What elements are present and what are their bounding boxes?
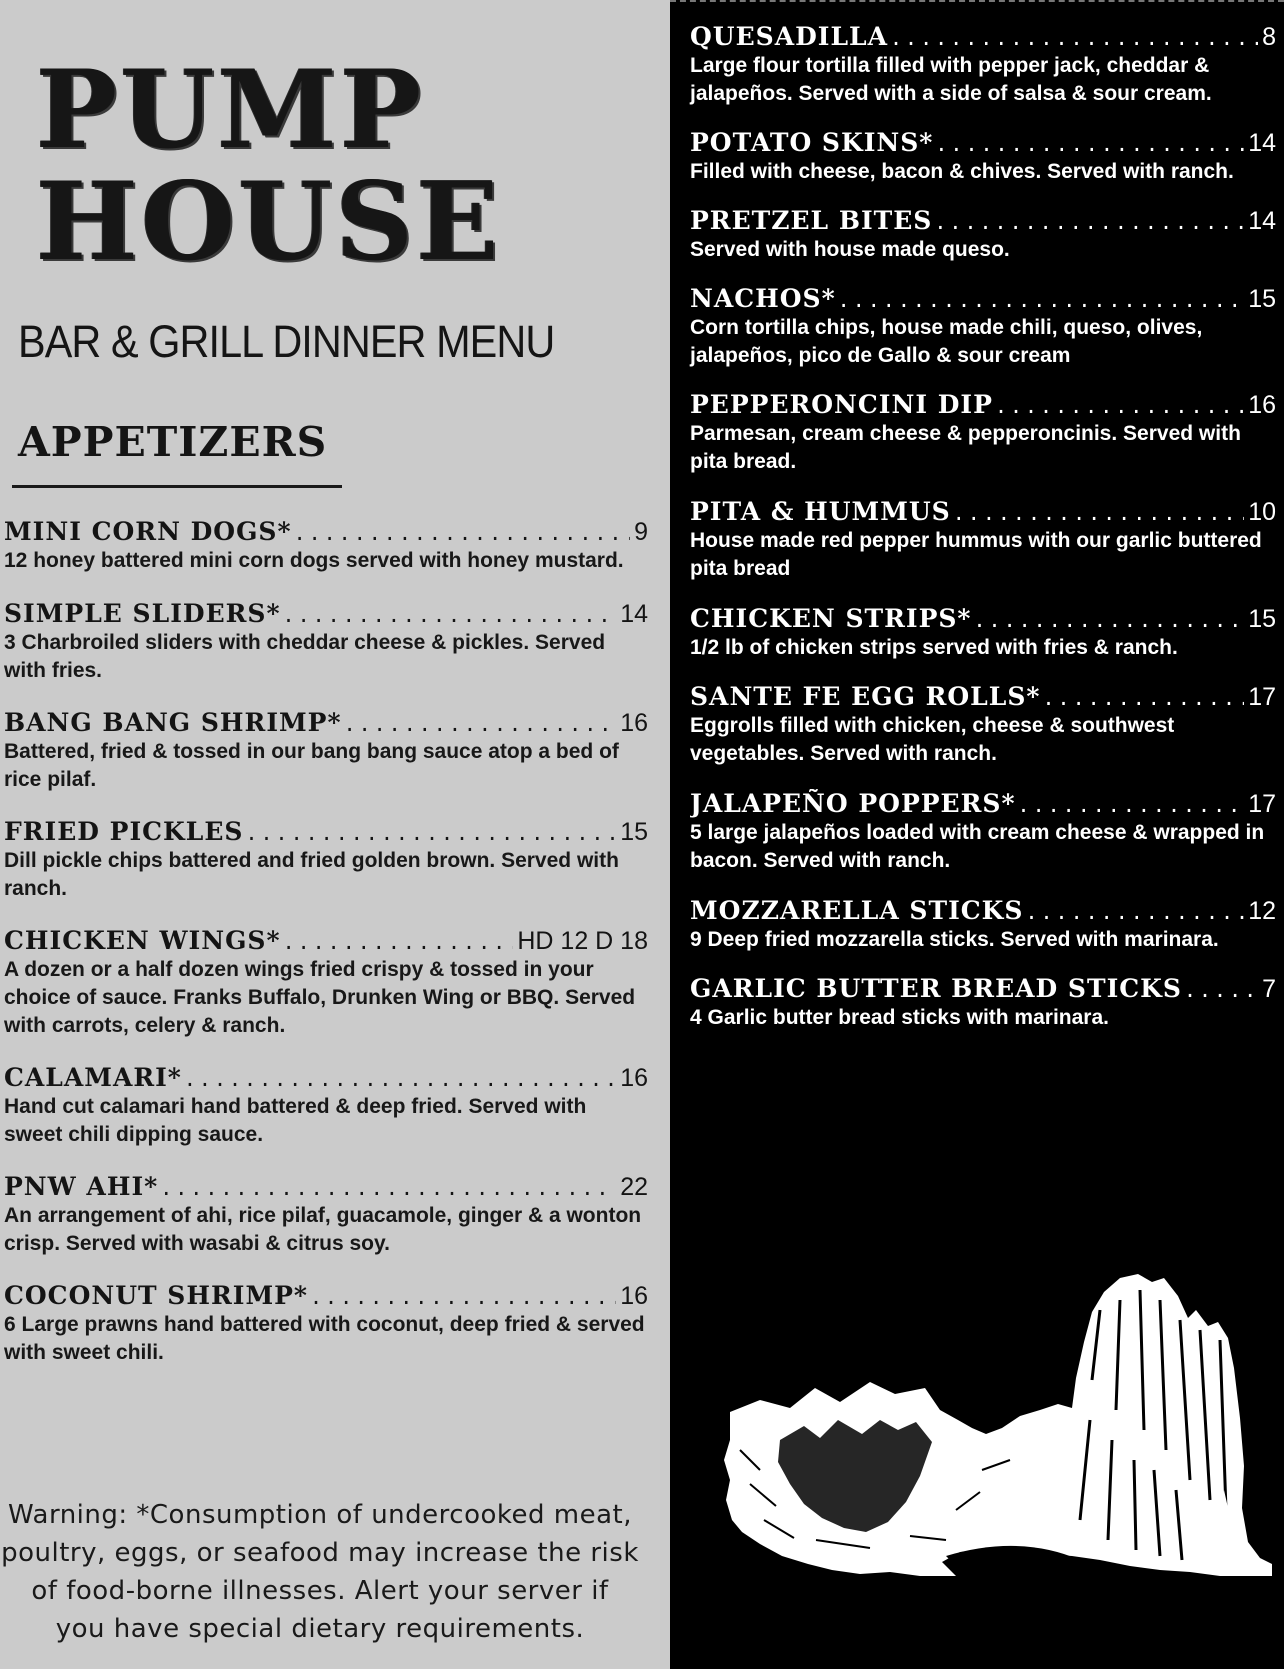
menu-item-simple-sliders <box>4 599 650 685</box>
mountain-landscape-icon <box>720 1270 1280 1590</box>
dot-leader <box>160 1176 616 1200</box>
dot-leader <box>1025 900 1244 924</box>
item-description: 3 Charbroiled sliders with cheddar cheese & pickles. Served with fries. <box>4 631 606 682</box>
right-panel <box>670 0 1284 1669</box>
item-description: Dill pickle chips battered and fried golden brown. Served with ranch. <box>4 849 619 900</box>
menu-item-nachos <box>690 284 1278 370</box>
menu-item-sante-fe-egg-rolls <box>690 682 1278 768</box>
item-description: House made red pepper hummus with our garlic buttered pita bread <box>690 529 1262 580</box>
brand-line-1: PUMP <box>36 47 425 173</box>
item-price: 17 <box>1248 683 1276 711</box>
dot-leader <box>1042 686 1244 710</box>
brand-line-2: HOUSE <box>36 159 502 285</box>
item-description: Large flour tortilla filled with pepper jack, cheddar & jalapeños. Served with a side of salsa & sour cream. <box>690 54 1212 105</box>
menu-item-pnw-ahi <box>4 1172 650 1258</box>
menu-subtitle: BAR & GRILL DINNER MENU <box>18 316 555 367</box>
item-price: 14 <box>1248 129 1276 157</box>
item-description: 5 large jalapeños loaded with cream cheese & wrapped in bacon. Served with ranch. <box>690 821 1265 872</box>
item-price: 14 <box>620 600 648 628</box>
menu-item-jalapeno-poppers <box>690 789 1278 875</box>
dot-leader <box>283 603 617 627</box>
item-price: 16 <box>1248 391 1276 419</box>
item-price: 17 <box>1248 790 1276 818</box>
item-name: COCONUT SHRIMP* <box>4 1281 309 1310</box>
dot-leader <box>184 1067 616 1091</box>
item-description: Battered, fried & tossed in our bang bang sauce atop a bed of rice pilaf. <box>4 740 619 791</box>
dot-leader <box>294 521 631 545</box>
item-name: BANG BANG SHRIMP* <box>4 708 342 737</box>
item-description: An arrangement of ahi, rice pilaf, guacamole, ginger & a wonton crisp. Served with wasabi & citrus soy. <box>4 1204 642 1255</box>
menu-item-pepperoncini-dip <box>690 390 1278 476</box>
item-name: MOZZARELLA STICKS <box>690 896 1024 925</box>
item-price: 7 <box>1262 975 1276 1003</box>
dot-leader <box>934 210 1244 234</box>
item-name: MINI CORN DOGS* <box>4 517 292 546</box>
menu-item-garlic-butter-bread-sticks <box>690 974 1278 1032</box>
menu-item-mozzarella-sticks <box>690 896 1278 954</box>
dot-leader <box>1018 793 1245 817</box>
menu-item-fried-pickles <box>4 817 650 903</box>
brand-logo <box>36 47 656 285</box>
item-price: 15 <box>1248 605 1276 633</box>
item-description: Corn tortilla chips, house made chili, queso, olives, jalapeños, pico de Gallo & sour cream <box>690 316 1203 367</box>
item-description: Eggrolls filled with chicken, cheese & southwest vegetables. Served with ranch. <box>690 714 1175 765</box>
menu-item-chicken-strips <box>690 604 1278 662</box>
dot-leader <box>838 288 1245 312</box>
warning-line-4: you have special dietary requirements. <box>55 1614 585 1644</box>
menu-item-chicken-wings <box>4 926 650 1040</box>
item-price: 16 <box>620 1064 648 1092</box>
item-description: Served with house made queso. <box>690 238 1010 261</box>
item-name: SIMPLE SLIDERS* <box>4 599 281 628</box>
item-name: CHICKEN STRIPS* <box>690 604 972 633</box>
menu-item-bang-bang-shrimp <box>4 708 650 794</box>
item-description: A dozen or a half dozen wings fried crispy & tossed in your choice of sauce. Franks Buffalo, Drunken Wing or BBQ. Served with carrots, celery & ranch. <box>4 958 636 1037</box>
menu-item-pita-hummus <box>690 497 1278 583</box>
item-name: PRETZEL BITES <box>690 206 933 235</box>
item-price: 16 <box>620 1282 648 1310</box>
item-name: CHICKEN WINGS* <box>4 926 281 955</box>
item-description: 1/2 lb of chicken strips served with fries & ranch. <box>690 636 1178 659</box>
item-name: PEPPERONCINI DIP <box>690 390 993 419</box>
dot-leader <box>344 712 617 736</box>
item-price: HD 12 D 18 <box>517 927 648 955</box>
item-name: FRIED PICKLES <box>4 817 244 846</box>
item-price: 22 <box>620 1173 648 1201</box>
menu-item-pretzel-bites <box>690 206 1278 264</box>
section-title: APPETIZERS <box>18 418 328 466</box>
item-price: 12 <box>1248 897 1276 925</box>
dot-leader <box>283 930 514 954</box>
item-price: 9 <box>634 518 648 546</box>
item-name: PITA & HUMMUS <box>690 497 951 526</box>
dot-leader <box>245 821 616 845</box>
menu-item-mini-corn-dogs <box>4 517 650 575</box>
item-price: 10 <box>1248 498 1276 526</box>
item-description: Hand cut calamari hand battered & deep fried. Served with sweet chili dipping sauce. <box>4 1095 587 1146</box>
item-name: SANTE FE EGG ROLLS* <box>690 682 1041 711</box>
item-description: Parmesan, cream cheese & pepperoncinis. Served with pita bread. <box>690 422 1241 473</box>
item-description: 6 Large prawns hand battered with coconut, deep fried & served with sweet chili. <box>4 1313 645 1364</box>
item-price: 15 <box>1248 285 1276 313</box>
dot-leader <box>890 26 1258 50</box>
item-name: PNW AHI* <box>4 1172 159 1201</box>
item-price: 14 <box>1248 207 1276 235</box>
warning-line-2: poultry, eggs, or seafood may increase the risk <box>1 1538 639 1568</box>
item-name: QUESADILLA <box>690 22 889 51</box>
item-price: 16 <box>620 709 648 737</box>
item-description: 12 honey battered mini corn dogs served with honey mustard. <box>4 549 624 572</box>
allergy-warning <box>0 1496 640 1648</box>
dot-leader <box>974 608 1245 632</box>
dot-leader <box>310 1285 616 1309</box>
menu-item-potato-skins <box>690 128 1278 186</box>
item-name: NACHOS* <box>690 284 836 313</box>
item-description: 4 Garlic butter bread sticks with marinara. <box>690 1006 1109 1029</box>
section-divider <box>12 485 342 488</box>
dot-leader <box>995 394 1244 418</box>
warning-line-1: Warning: *Consumption of undercooked meat, <box>7 1500 632 1530</box>
item-price: 8 <box>1262 23 1276 51</box>
menu-item-quesadilla <box>690 22 1278 108</box>
dot-leader <box>953 501 1244 525</box>
item-price: 15 <box>620 818 648 846</box>
top-dashed-border <box>670 0 1284 4</box>
item-name: GARLIC BUTTER BREAD STICKS <box>690 974 1182 1003</box>
item-name: JALAPEÑO POPPERS* <box>690 789 1016 818</box>
item-name: POTATO SKINS* <box>690 128 934 157</box>
menu-item-calamari <box>4 1063 650 1149</box>
item-description: 9 Deep fried mozzarella sticks. Served with marinara. <box>690 928 1219 951</box>
dot-leader <box>1184 978 1258 1002</box>
dot-leader <box>935 132 1244 156</box>
item-name: CALAMARI* <box>4 1063 182 1092</box>
warning-line-3: of food-borne illnesses. Alert your server if <box>31 1576 609 1606</box>
item-description: Filled with cheese, bacon & chives. Served with ranch. <box>690 160 1234 183</box>
menu-item-coconut-shrimp <box>4 1281 650 1367</box>
